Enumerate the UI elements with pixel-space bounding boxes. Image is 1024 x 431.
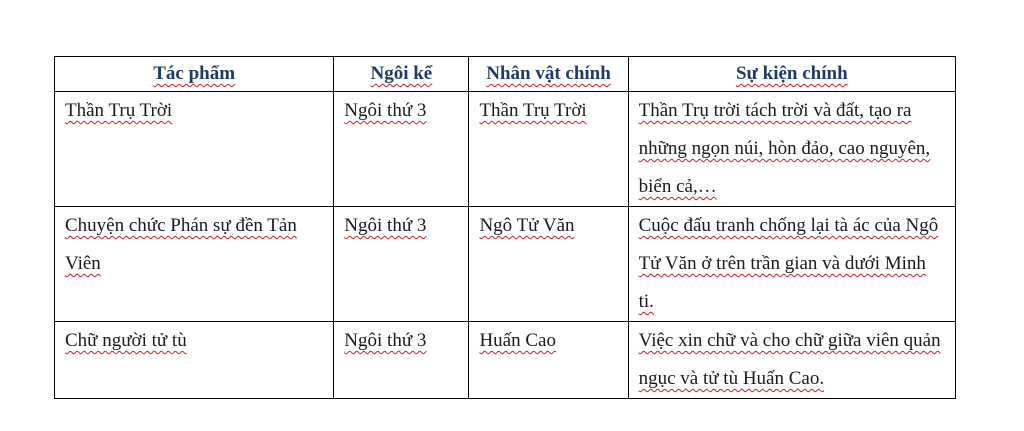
table-row	[55, 322, 956, 399]
header-main-event: Sự kiện chính	[628, 57, 955, 92]
cell-narration: Ngôi thứ 3	[334, 92, 469, 207]
cell-narration: Ngôi thứ 3	[334, 207, 469, 322]
cell-event: Thần Trụ trời tách trời và đất, tạo ra những ngọn núi, hòn đảo, cao nguyên, biển cả,…	[628, 92, 955, 207]
cell-character: Ngô Tử Văn	[469, 207, 628, 322]
cell-work: Thần Trụ Trời	[55, 92, 334, 207]
header-work: Tác phẩm	[55, 57, 334, 92]
header-main-character: Nhân vật chính	[469, 57, 628, 92]
cell-narration: Ngôi thứ 3	[334, 322, 469, 399]
cell-work: Chuyện chức Phán sự đền Tản Viên	[55, 207, 334, 322]
table-row	[55, 92, 956, 207]
cell-character: Huấn Cao	[469, 322, 628, 399]
cell-event: Việc xin chữ và cho chữ giữa viên quản ngục và tử tù Huấn Cao.	[628, 322, 955, 399]
table-row	[55, 207, 956, 322]
header-narration: Ngôi kể	[334, 57, 469, 92]
literature-summary-table	[54, 56, 956, 399]
cell-event: Cuộc đấu tranh chống lại tà ác của Ngô Tử Văn ở trên trần gian và dưới Minh ti.	[628, 207, 955, 322]
cell-work: Chữ người tử tù	[55, 322, 334, 399]
cell-character: Thần Trụ Trời	[469, 92, 628, 207]
header-row	[55, 57, 956, 92]
